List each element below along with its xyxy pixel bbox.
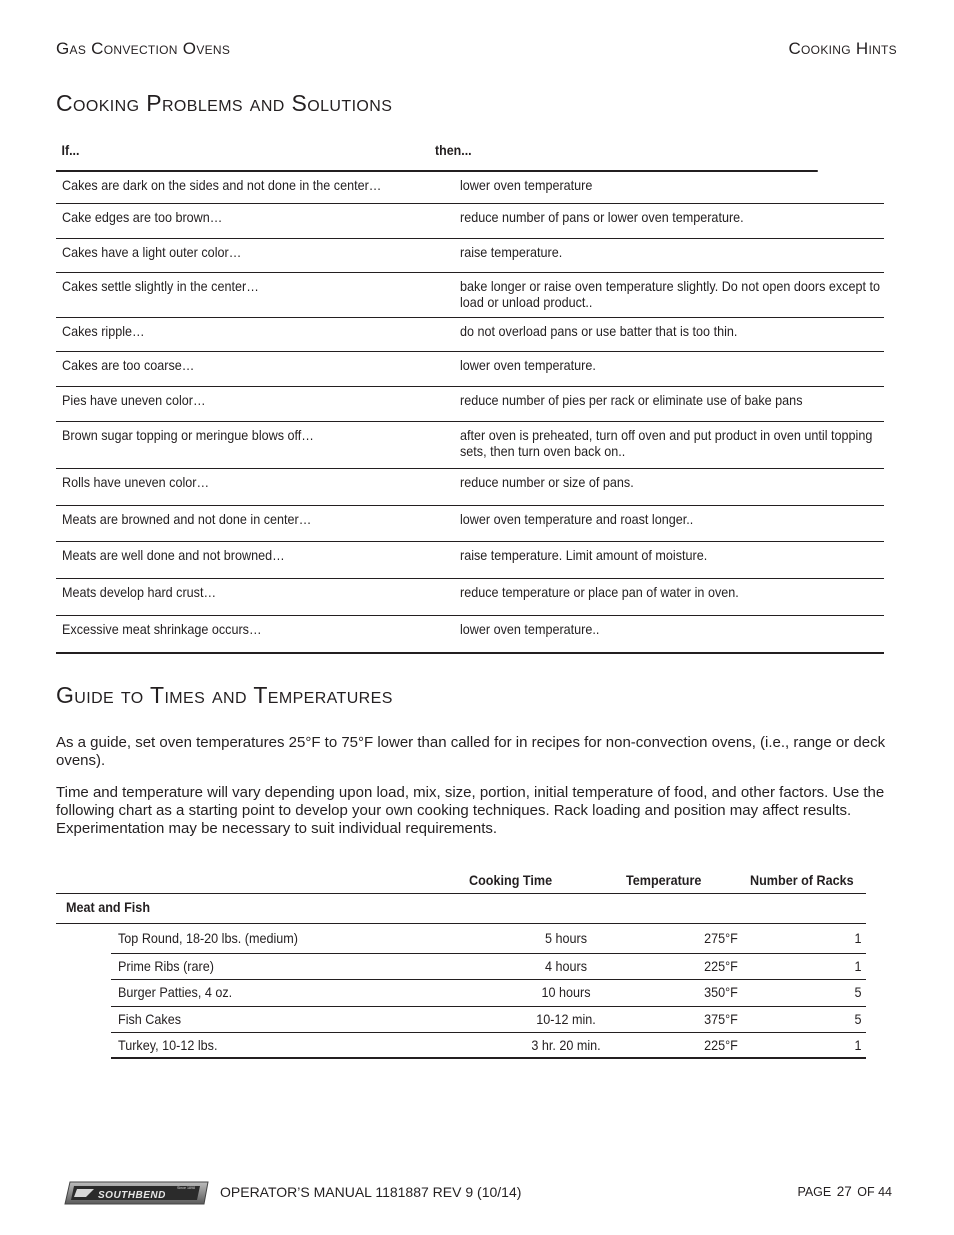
problem-condition — [56, 387, 460, 421]
page-total: OF 44 — [857, 1185, 892, 1199]
times-cooking-time: 10-12 min. — [536, 1011, 596, 1027]
problem-condition-text: Cake edges are too brown… — [62, 209, 223, 225]
times-table-header — [56, 866, 866, 894]
problem-row — [56, 579, 884, 616]
problem-condition — [56, 469, 460, 505]
times-temperature: 225°F — [704, 1037, 738, 1053]
times-item: Burger Patties, 4 oz. — [118, 984, 233, 1000]
category-label: Meat and Fish — [66, 899, 151, 915]
problem-condition — [56, 542, 460, 578]
times-table — [56, 866, 866, 1059]
problem-row — [56, 172, 884, 204]
problem-solution — [460, 506, 884, 541]
problem-solution-text: reduce number of pans or lower oven temperature. — [460, 209, 744, 225]
problem-solution-text: do not overload pans or use batter that is too thin. — [460, 323, 738, 339]
problem-condition — [56, 422, 460, 468]
problem-solution-text: raise temperature. — [460, 244, 563, 260]
column-header-then: then... — [435, 143, 472, 158]
times-cooking-time: 10 hours — [541, 984, 591, 1000]
times-row — [111, 926, 866, 954]
problem-condition-text: Cakes ripple… — [62, 323, 145, 339]
problem-condition — [56, 352, 460, 386]
column-header-cooking-time: Cooking Time — [469, 872, 553, 888]
problem-row — [56, 387, 884, 422]
problem-condition-text: Cakes have a light outer color… — [62, 244, 242, 260]
problem-row — [56, 422, 884, 469]
times-temperature: 350°F — [704, 984, 738, 1000]
guide-paragraph-1: As a guide, set oven temperatures 25°F to 75°F lower than called for in recipes for non-convection ovens, (i.e., range or deck ovens). — [56, 734, 886, 769]
times-row — [111, 1007, 866, 1033]
guide-paragraph-2: Time and temperature will vary depending upon load, mix, size, portion, initial temperature of food, and other factors. Use the following chart as a starting point to develop your own cooking techniques. Rack loading and position may affect results. Experimentation may be necessary to suit individual requirements. — [56, 784, 885, 837]
problem-solution-text: lower oven temperature.. — [460, 621, 600, 637]
problem-row — [56, 318, 884, 352]
problems-table — [56, 140, 884, 654]
problem-solution — [460, 579, 884, 615]
times-cooking-time: 3 hr. 20 min. — [531, 1037, 601, 1053]
problem-solution — [460, 239, 884, 272]
problem-condition-text: Cakes are too coarse… — [62, 357, 195, 373]
problem-solution — [460, 204, 884, 238]
times-item: Turkey, 10-12 lbs. — [118, 1037, 218, 1053]
problem-row — [56, 239, 884, 273]
problem-row — [56, 616, 884, 654]
footer-manual-id: OPERATOR’S MANUAL 1181887 REV 9 (10/14) — [220, 1184, 522, 1200]
times-table-body — [56, 926, 866, 1059]
problem-solution-text: bake longer or raise oven temperature slightly. Do not open doors except to load or unload product.. — [460, 278, 881, 310]
southbend-logo — [64, 1181, 210, 1205]
running-header-section: Cooking Hints — [788, 39, 897, 58]
problem-row — [56, 469, 884, 506]
problem-solution — [460, 273, 884, 317]
problem-row — [56, 542, 884, 579]
section-title-cooking-problems: Cooking Problems and Solutions — [56, 90, 393, 116]
problem-solution-text: raise temperature. Limit amount of moisture. — [460, 547, 708, 563]
times-table-category — [56, 894, 866, 924]
problem-solution-text: lower oven temperature. — [460, 357, 596, 373]
problem-solution — [460, 387, 884, 421]
problem-condition-text: Meats are browned and not done in center… — [62, 511, 312, 527]
problem-condition — [56, 172, 460, 203]
problems-table-header — [56, 140, 818, 172]
problem-condition — [56, 239, 460, 272]
problem-solution — [460, 318, 884, 351]
problem-row — [56, 506, 884, 542]
section-title-guide-times: Guide to Times and Temperatures — [56, 682, 393, 708]
problem-condition-text: Rolls have uneven color… — [62, 474, 210, 490]
problem-row — [56, 204, 884, 239]
times-item: Fish Cakes — [118, 1011, 182, 1027]
times-racks: 1 — [854, 958, 862, 974]
problem-solution-text: lower oven temperature — [460, 177, 593, 193]
times-temperature: 275°F — [704, 930, 738, 946]
problem-condition-text: Excessive meat shrinkage occurs… — [62, 621, 262, 637]
times-row — [111, 954, 866, 980]
problems-table-body — [56, 172, 884, 654]
logo-since: Since 1898 — [177, 1186, 195, 1190]
times-row — [111, 1033, 866, 1059]
problem-condition — [56, 506, 460, 541]
page-current: 27 — [836, 1184, 852, 1199]
problem-condition — [56, 579, 460, 615]
problem-condition — [56, 273, 460, 317]
problem-solution — [460, 616, 884, 652]
column-header-temperature: Temperature — [626, 872, 702, 888]
times-racks: 1 — [854, 930, 862, 946]
column-header-number-of-racks: Number of Racks — [750, 872, 854, 888]
problem-condition — [56, 318, 460, 351]
footer-page-number — [797, 1184, 892, 1199]
times-racks: 5 — [854, 1011, 862, 1027]
problem-condition — [56, 616, 460, 652]
problem-condition-text: Meats develop hard crust… — [62, 584, 217, 600]
problem-solution-text: reduce temperature or place pan of water in oven. — [460, 584, 739, 600]
logo-text: SOUTHBEND — [98, 1190, 166, 1201]
problem-solution-text: reduce number of pies per rack or eliminate use of bake pans — [460, 392, 803, 408]
problem-condition-text: Meats are well done and not browned… — [62, 547, 285, 563]
times-temperature: 375°F — [704, 1011, 738, 1027]
problem-row — [56, 352, 884, 387]
times-item: Top Round, 18-20 lbs. (medium) — [118, 930, 298, 946]
problem-condition — [56, 204, 460, 238]
problem-row — [56, 273, 884, 318]
problem-solution-text: lower oven temperature and roast longer.. — [460, 511, 694, 527]
problem-condition-text: Cakes settle slightly in the center… — [62, 278, 259, 294]
problem-condition-text: Pies have uneven color… — [62, 392, 206, 408]
times-temperature: 225°F — [704, 958, 738, 974]
times-item: Prime Ribs (rare) — [118, 958, 214, 974]
times-cooking-time: 4 hours — [544, 958, 588, 974]
problem-solution-text: reduce number or size of pans. — [460, 474, 634, 490]
problem-solution — [460, 469, 884, 505]
times-racks: 1 — [854, 1037, 862, 1053]
page-label: PAGE — [797, 1185, 832, 1199]
times-cooking-time: 5 hours — [544, 930, 588, 946]
problem-solution — [460, 352, 884, 386]
times-racks: 5 — [854, 984, 862, 1000]
problem-solution — [460, 542, 884, 578]
problem-solution — [460, 422, 884, 468]
column-header-if: If... — [61, 143, 80, 158]
problem-condition-text: Cakes are dark on the sides and not done in the center… — [62, 177, 382, 193]
times-row — [111, 980, 866, 1007]
problem-solution — [460, 172, 884, 203]
problem-solution-text: after oven is preheated, turn off oven and put product in oven until topping sets, then turn oven back on.. — [460, 427, 873, 459]
running-header-title: Gas Convection Ovens — [56, 39, 231, 58]
problem-condition-text: Brown sugar topping or meringue blows off… — [62, 427, 314, 443]
